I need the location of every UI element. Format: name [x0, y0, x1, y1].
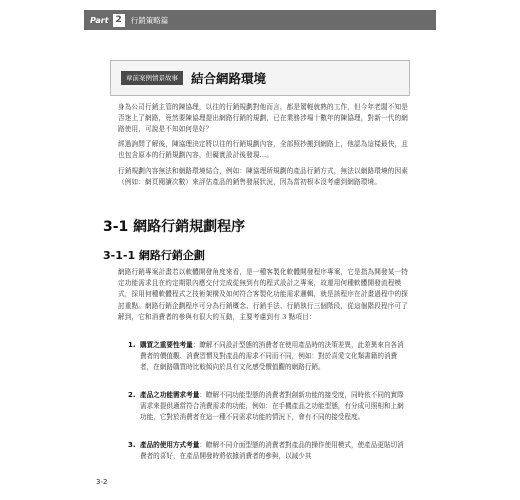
- chapter-header-bar: [84, 10, 436, 30]
- intro-paragraph: 經過詢問了解後，陳協理決定將以往的行銷規劃內容，全部照抄搬到網路上，他認為這樣最快，且也包含原本的行銷規劃內容，但礙實設計後發現…。: [118, 140, 408, 160]
- list-item-heading: 產品的使用方式考量: [140, 441, 200, 449]
- intro-paragraph: 行銷規劃內容無法和網路環境結合，例如：陳協理所規劃的產品行銷方式，無法以網路環境的因素（例如：網頁閱讀次數）來評估產品的銷售發展狀況，因為當初根本沒考慮到網路環境。: [118, 167, 408, 187]
- section-heading: 3-1 網路行銷規劃程序: [103, 219, 246, 235]
- intro-paragraph: 身為公司行銷主管的陳協理，以往的行銷規劃對他而言，都是駕輕就熟的工作，但今年老闆不知是否迷上了網路，竟然要陳協理提出網路行銷的規劃，已在業務涉場十數年的陳協理，對新一代的網路使用，可說是不知如何是好？: [118, 103, 408, 134]
- section-title: 行銷策略篇: [130, 15, 169, 25]
- list-item: [128, 390, 410, 424]
- list-item-text: ：瞭解不同設計型態的消費者在使用產品時的決策差異，此差異來自各消費者的價值觀、消費習慣及對產品的需求不同而不同，例如：對於喜愛文化類書籍的消費者，在網路購買時比較傾向於具有文化感受價值觀的網路行銷。: [140, 341, 404, 372]
- list-item: [128, 440, 410, 462]
- story-tag: 章前案例情景故事: [121, 71, 183, 85]
- list-item: [128, 340, 410, 374]
- page-number: 3-2: [96, 478, 108, 486]
- list-item-heading: 購買之重要性考量: [140, 341, 193, 349]
- story-title: 結合網路環境: [191, 71, 267, 86]
- story-box: [110, 60, 410, 96]
- subsection-heading: 3-1-1 網路行銷企劃: [103, 249, 205, 262]
- list-number: 2.: [128, 391, 136, 399]
- list-item-text: ：瞭解不同功能型態的消費者對創新功能的接受度，同時依不同的實際需求來提供適當符合消費需求的功能，例如：在手機產品之功能型態，有分成可照相和上網功能，它對於消費者在這一種不同需求功能的情況下，會有不同的接受程度。: [140, 391, 404, 422]
- list-item-text: ：瞭解不同介面型態的消費者對產品的操作使用模式，使產品更貼切消費者的喜好，在產品開發時將依據消費者的參與，以減少其: [140, 441, 404, 461]
- list-number: 1.: [128, 341, 136, 349]
- part-number: 2: [113, 14, 125, 27]
- list-item-heading: 產品之功能需求考量: [140, 391, 200, 399]
- list-number: 3.: [128, 441, 136, 449]
- section-body: 網路行銷專案計畫若以軟體開發角度來看，是一種客製化軟體開發程序專案，它是指為開發某一特定功能需求且在約定期限內應交付完成從無到有的程式設計之專案，故運用何種軟體開發流程模式，採用何種軟體程式之技術架構及如何符合客製化功能需求邏輯，就是該程序在計畫過程中的探討重點。網路行銷企劃程序可分為行銷概念、行銷手法、行銷執行三個階段，從這個階段程序可了解到，它和消費者的參與有很大的互動，主要考慮到有 3 點項目：: [118, 268, 408, 321]
- part-label: Part: [90, 15, 109, 25]
